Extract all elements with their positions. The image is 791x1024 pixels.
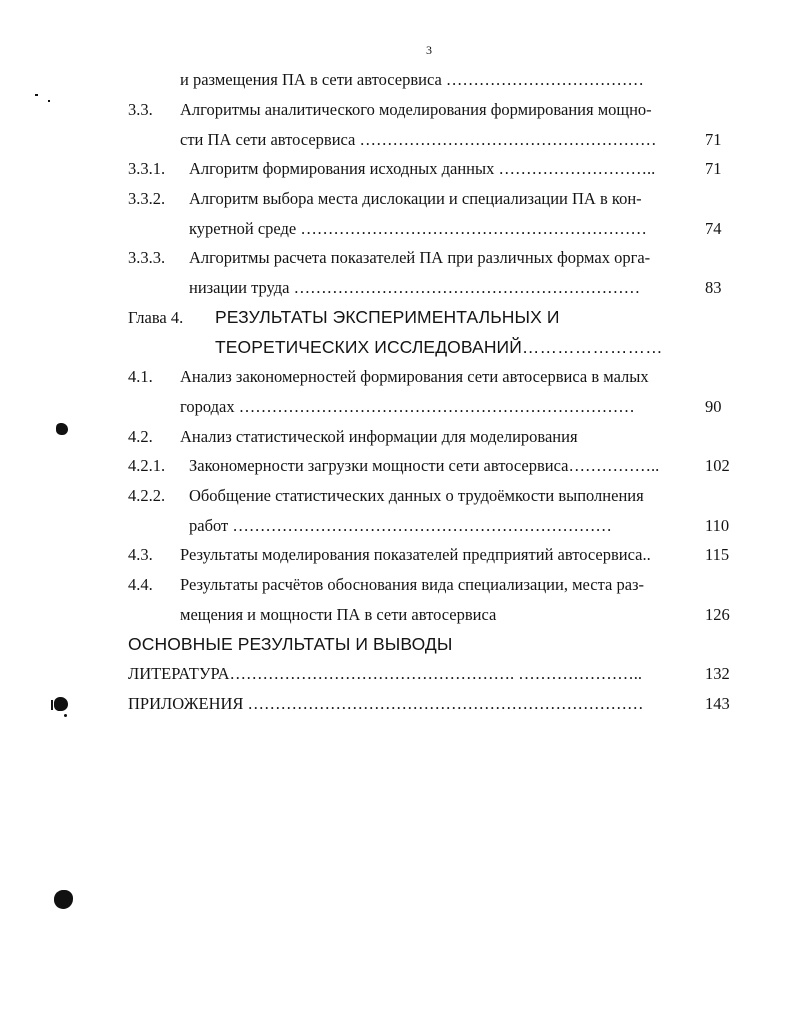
scan-speck: [48, 100, 50, 102]
toc-page: 74: [705, 219, 722, 238]
toc-page: 71: [705, 130, 722, 149]
toc-line: ПРИЛОЖЕНИЯ ………………………………………………………………: [128, 694, 644, 713]
scan-speck: [51, 700, 53, 710]
toc-number: 4.2.2.: [128, 486, 166, 505]
toc-page: 115: [705, 545, 730, 564]
chapter-title: РЕЗУЛЬТАТЫ ЭКСПЕРИМЕНТАЛЬНЫХ И: [215, 307, 560, 327]
toc-number: 4.1.: [128, 367, 153, 386]
toc-line: городах ………………………………………………………………: [180, 397, 635, 416]
toc-page: 143: [705, 694, 730, 713]
toc-page: 102: [705, 456, 730, 475]
toc-number: 3.3.3.: [128, 248, 166, 267]
toc-number: 3.3.2.: [128, 189, 166, 208]
toc-line: низации труда ………………………………………………………: [189, 278, 641, 297]
toc-page: 132: [705, 664, 730, 683]
toc-page: 83: [705, 278, 722, 297]
toc-page: 126: [705, 605, 730, 624]
toc-line: Анализ закономерностей формирования сети автосервиса в малых: [180, 367, 649, 386]
chapter-label: Глава 4.: [128, 308, 184, 327]
toc-line: работ ……………………………………………………………: [189, 516, 612, 535]
toc-line: Результаты расчётов обоснования вида специализации, места раз-: [180, 575, 645, 594]
toc-line: сти ПА сети автосервиса ………………………………………………: [180, 130, 657, 149]
toc-line: куретной среде ………………………………………………………: [189, 219, 647, 238]
scan-ink-spot: [56, 423, 68, 435]
toc-number: 4.4.: [128, 575, 153, 594]
toc-page: 71: [705, 159, 722, 178]
toc-page: 90: [705, 397, 722, 416]
section-title: ОСНОВНЫЕ РЕЗУЛЬТАТЫ И ВЫВОДЫ: [128, 634, 453, 654]
toc-number: 3.3.1.: [128, 159, 166, 178]
toc-number: 4.2.1.: [128, 456, 166, 475]
toc-line: Анализ статистической информации для моделирования: [180, 427, 578, 446]
toc-line: Обобщение статистических данных о трудоёмкости выполнения: [189, 486, 644, 505]
chapter-title: ТЕОРЕТИЧЕСКИХ ИССЛЕДОВАНИЙ……………………: [215, 337, 663, 357]
toc-line: Алгоритмы расчета показателей ПА при различных формах орга-: [189, 248, 651, 267]
toc-line: Закономерности загрузки мощности сети автосервиса……………..: [189, 456, 660, 475]
toc-number: 3.3.: [128, 100, 153, 119]
toc-number: 4.3.: [128, 545, 153, 564]
toc-line: и размещения ПА в сети автосервиса ………………………………: [180, 70, 644, 89]
page-number: 3: [426, 43, 432, 57]
scan-ink-spot: [54, 890, 73, 909]
toc-line: Результаты моделирования показателей предприятий автосервиса..: [180, 545, 651, 564]
toc-number: 4.2.: [128, 427, 153, 446]
toc-line: мещения и мощности ПА в сети автосервиса: [180, 605, 497, 624]
toc-line: ЛИТЕРАТУРА……………………………………………. …………………..: [128, 664, 643, 683]
scan-speck: [64, 714, 67, 717]
toc-line: Алгоритмы аналитического моделирования формирования мощно-: [180, 100, 652, 119]
toc-line: Алгоритм выбора места дислокации и специализации ПА в кон-: [189, 189, 642, 208]
toc-line: Алгоритм формирования исходных данных ………………………..: [189, 159, 656, 178]
scan-speck: [35, 94, 38, 96]
toc-page: 110: [705, 516, 730, 535]
scan-ink-spot: [54, 697, 68, 711]
